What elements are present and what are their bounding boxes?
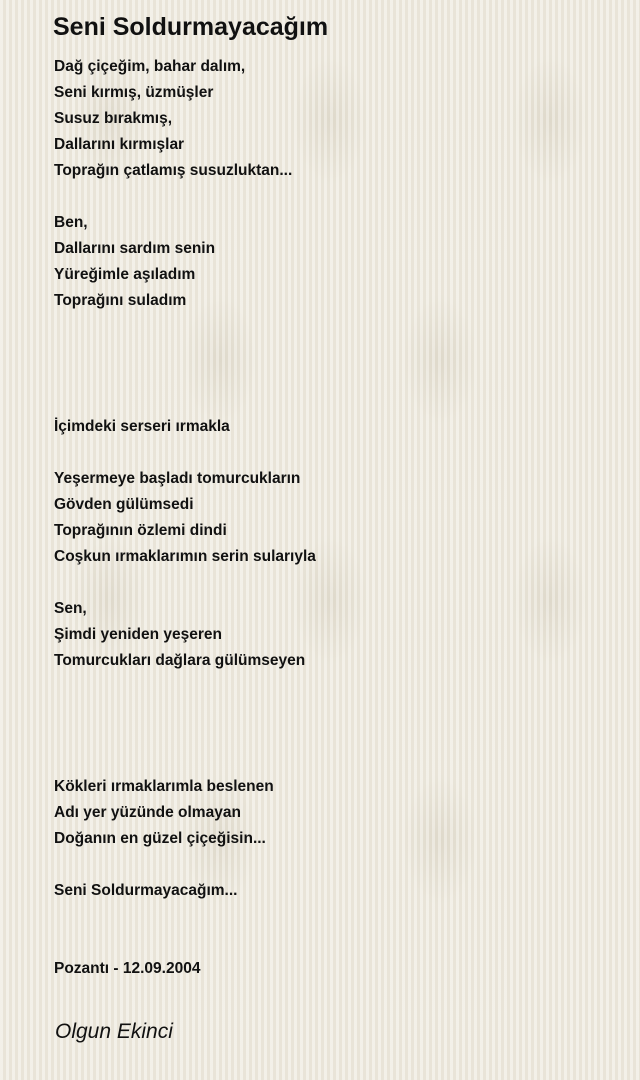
poem-line: Coşkun ırmaklarımın serin sularıyla <box>54 548 316 565</box>
stanza-break <box>54 674 316 774</box>
stanza-break <box>54 314 316 414</box>
poem-line: Ben, <box>54 214 88 231</box>
poem-line: Toprağının özlemi dindi <box>54 522 227 539</box>
poem-line: İçimdeki serseri ırmakla <box>54 418 230 435</box>
poem-place-date: Pozantı - 12.09.2004 <box>54 960 201 977</box>
poem-line: Yüreğimle aşıladım <box>54 266 196 283</box>
stanza-break <box>54 852 316 878</box>
poem-closing-line: Seni Soldurmayacağım... <box>54 882 238 899</box>
poem-line: Şimdi yeniden yeşeren <box>54 626 222 643</box>
poem-title: Seni Soldurmayacağım <box>53 13 329 41</box>
stanza-break <box>54 184 316 210</box>
poem-line: Doğanın en güzel çiçeğisin... <box>54 830 266 847</box>
poem-author: Olgun Ekinci <box>55 1020 173 1043</box>
stanza-break <box>54 904 316 930</box>
poem-line: Sen, <box>54 600 87 617</box>
poem-line: Susuz bırakmış, <box>54 110 173 127</box>
poem-body <box>54 54 316 982</box>
poem-line: Tomurcukları dağlara gülümseyen <box>54 652 306 669</box>
poem-line: Kökleri ırmaklarımla beslenen <box>54 778 274 795</box>
poem-line: Toprağını suladım <box>54 292 187 309</box>
poem-line: Dallarını sardım senin <box>54 240 216 257</box>
poem-line: Gövden gülümsedi <box>54 496 194 513</box>
stanza-break <box>54 930 316 956</box>
stanza-break <box>54 570 316 596</box>
poem-line: Adı yer yüzünde olmayan <box>54 804 241 821</box>
stanza-break <box>54 440 316 466</box>
poem-line: Yeşermeye başladı tomurcukların <box>54 470 301 487</box>
poem-line: Toprağın çatlamış susuzluktan... <box>54 162 293 179</box>
poem-line: Dallarını kırmışlar <box>54 136 185 153</box>
poem-line: Dağ çiçeğim, bahar dalım, <box>54 58 246 75</box>
poem-line: Seni kırmış, üzmüşler <box>54 84 214 101</box>
